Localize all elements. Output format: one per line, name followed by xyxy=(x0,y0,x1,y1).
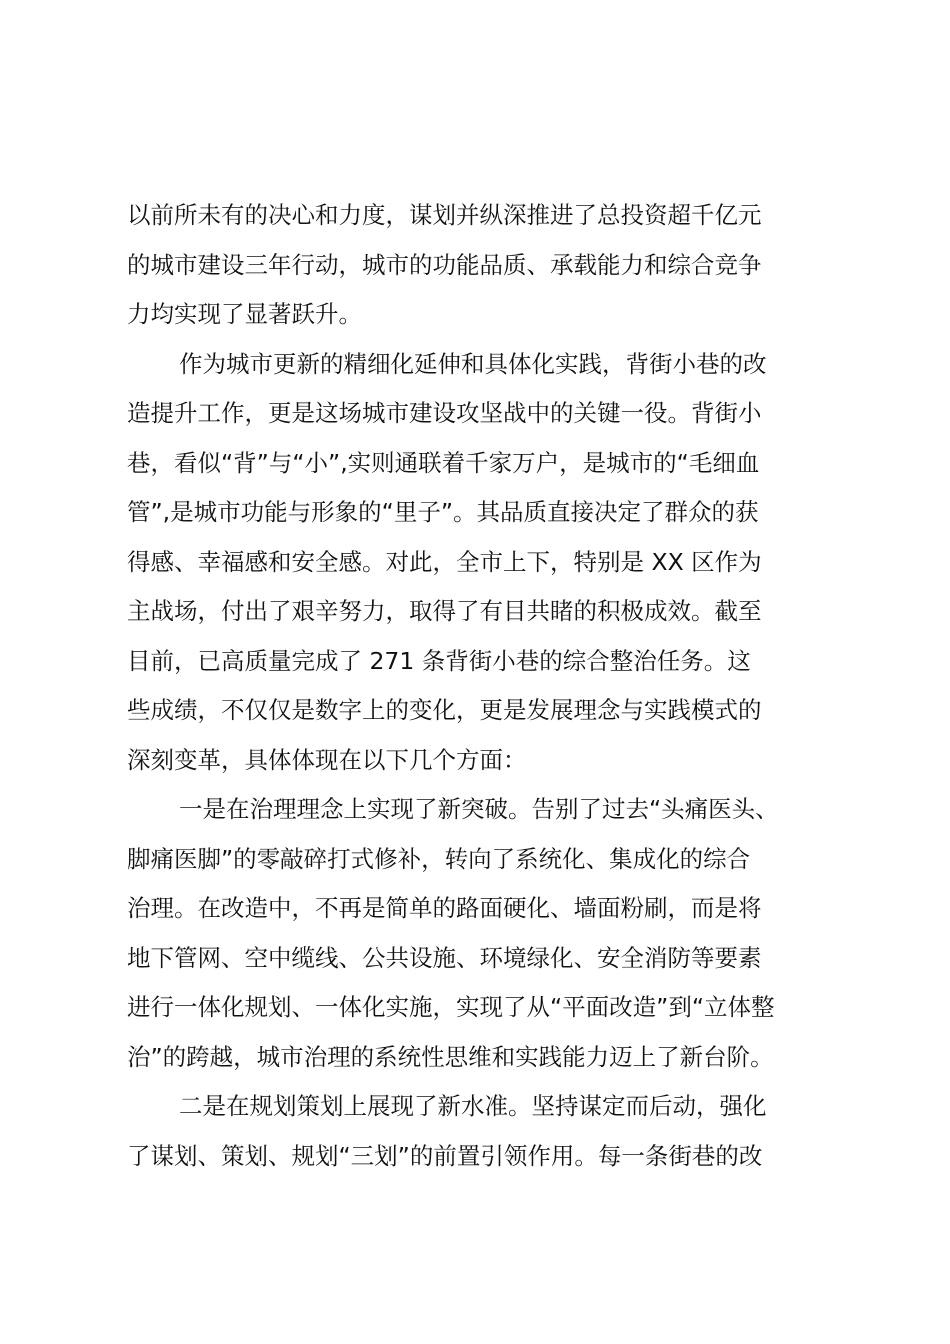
text-line: 管”,是城市功能与形象的“里子”。其品质直接决定了群众的获 xyxy=(127,498,759,526)
text-line: 深刻变革，具体体现在以下几个方面： xyxy=(127,745,527,774)
text-line: 力均实现了显著跃升。 xyxy=(127,300,362,328)
paragraph-intro-continuation xyxy=(127,191,847,340)
document-body xyxy=(127,191,847,1181)
text-line: 得感、幸福感和安全感。对此，全市上下，特别是 XX 区作为 xyxy=(127,547,762,576)
text-line: 的城市建设三年行动，城市的功能品质、承载能力和综合竞争 xyxy=(127,250,762,279)
text-line: 一是在治理理念上实现了新突破。告别了过去“头痛医头、 xyxy=(179,795,779,823)
paragraph-back-alley-renovation xyxy=(127,340,847,786)
text-line: 二是在规划策划上展现了新水准。坚持谋定而后动，强化 xyxy=(179,1092,767,1120)
text-line: 脚痛医脚”的零敲碎打式修补，转向了系统化、集成化的综合 xyxy=(127,844,751,873)
paragraph-point-one-governance xyxy=(127,785,847,1082)
text-line: 主战场，付出了艰辛努力，取得了有目共睹的积极成效。截至 xyxy=(127,597,762,625)
text-line: 些成绩，不仅仅是数字上的变化，更是发展理念与实践模式的 xyxy=(127,696,762,724)
text-line: 以前所未有的决心和力度，谋划并纵深推进了总投资超千亿元 xyxy=(127,201,762,229)
text-line: 了谋划、策划、规划“三划”的前置引领作用。每一条街巷的改 xyxy=(127,1141,763,1170)
text-line: 作为城市更新的精细化延伸和具体化实践，背街小巷的改 xyxy=(179,349,767,378)
text-line: 地下管网、空中缆线、公共设施、环境绿化、安全消防等要素 xyxy=(127,943,762,972)
paragraph-point-two-planning xyxy=(127,1082,847,1181)
text-line: 进行一体化规划、一体化实施，实现了从“平面改造”到“立体整 xyxy=(127,993,775,1021)
text-line: 目前，已高质量完成了 271 条背街小巷的综合整治任务。这 xyxy=(127,646,751,675)
text-line: 巷，看似“背”与“小”,实则通联着千家万户，是城市的“毛细血 xyxy=(127,448,760,477)
text-line: 治理。在改造中，不再是简单的路面硬化、墙面粉刷，而是将 xyxy=(127,894,762,922)
text-line: 治”的跨越，城市治理的系统性思维和实践能力迈上了新台阶。 xyxy=(127,1042,774,1071)
text-line: 造提升工作，更是这场城市建设攻坚战中的关键一役。背街小 xyxy=(127,399,762,427)
